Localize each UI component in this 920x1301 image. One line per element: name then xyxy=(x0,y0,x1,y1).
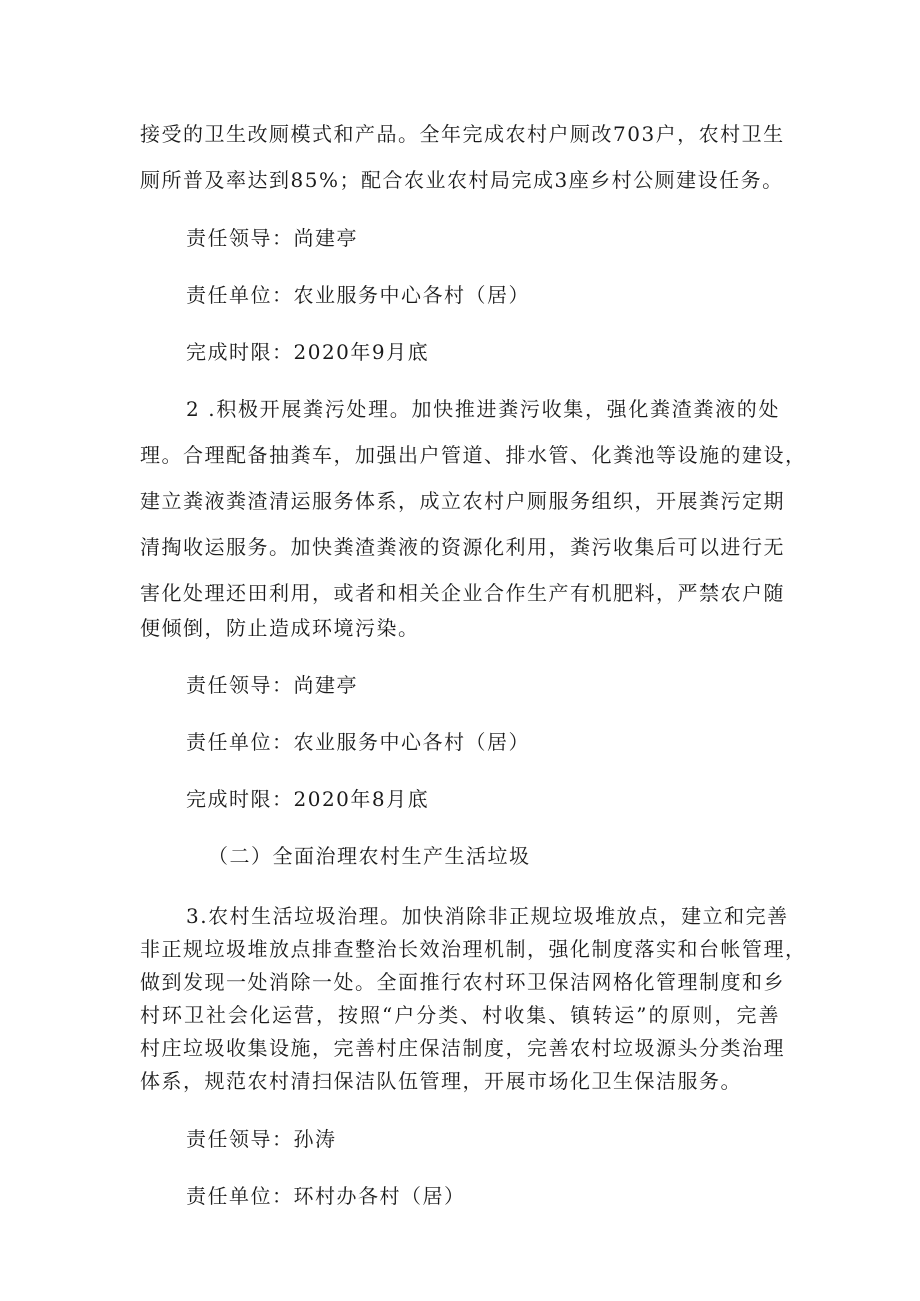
paragraph-line: 做到发现一处消除一处。全面推行农村环卫保洁网格化管理制度和乡 xyxy=(140,970,785,994)
paragraph-line: 理。合理配备抽粪车，加强出户管道、排水管、化粪池等设施的建设， xyxy=(140,443,807,467)
paragraph-line: 村环卫社会化运营，按照“户分类、村收集、镇转运”的原则，完善 xyxy=(140,1003,780,1027)
paragraph-heading-line: 2 .积极开展粪污处理。加快推进粪污收集，强化粪渣粪液的处 xyxy=(186,397,780,421)
paragraph-line: 害化处理还田利用，或者和相关企业合作生产有机肥料，严禁农户随 xyxy=(140,581,785,605)
paragraph-line: 体系，规范农村清扫保洁队伍管理，开展市场化卫生保洁服务。 xyxy=(140,1069,742,1093)
responsible-unit: 责任单位：环村办各村（居） xyxy=(186,1184,466,1208)
paragraph-line: 便倾倒，防止造成环境污染。 xyxy=(140,616,420,640)
deadline: 完成时限：2020年9月底 xyxy=(186,340,430,364)
paragraph-line: 清掏收运服务。加快粪渣粪液的资源化利用，粪污收集后可以进行无 xyxy=(140,535,785,559)
deadline: 完成时限：2020年8月底 xyxy=(186,787,430,811)
paragraph-line: 村庄垃圾收集设施，完善村庄保洁制度，完善农村垃圾源头分类治理 xyxy=(140,1036,785,1060)
paragraph-line: 非正规垃圾堆放点排查整治长效治理机制，强化制度落实和台帐管理， xyxy=(140,937,807,961)
paragraph-heading-line: 3.农村生活垃圾治理。加快消除非正规垃圾堆放点，建立和完善 xyxy=(186,904,789,928)
responsible-unit: 责任单位：农业服务中心各村（居） xyxy=(186,730,530,754)
paragraph-line: 建立粪液粪渣清运服务体系，成立农村户厕服务组织，开展粪污定期 xyxy=(140,489,785,513)
responsible-unit: 责任单位：农业服务中心各村（居） xyxy=(186,283,530,307)
paragraph-line: 接受的卫生改厕模式和产品。全年完成农村户厕改703户，农村卫生 xyxy=(140,122,785,146)
responsible-leader: 责任领导：尚建亭 xyxy=(186,226,358,250)
paragraph-line: 厕所普及率达到85%；配合农业农村局完成3座乡村公厕建设任务。 xyxy=(140,168,784,192)
section-heading: （二）全面治理农村生产生活垃圾 xyxy=(208,844,531,868)
responsible-leader: 责任领导：尚建亭 xyxy=(186,673,358,697)
responsible-leader: 责任领导：孙涛 xyxy=(186,1127,337,1151)
